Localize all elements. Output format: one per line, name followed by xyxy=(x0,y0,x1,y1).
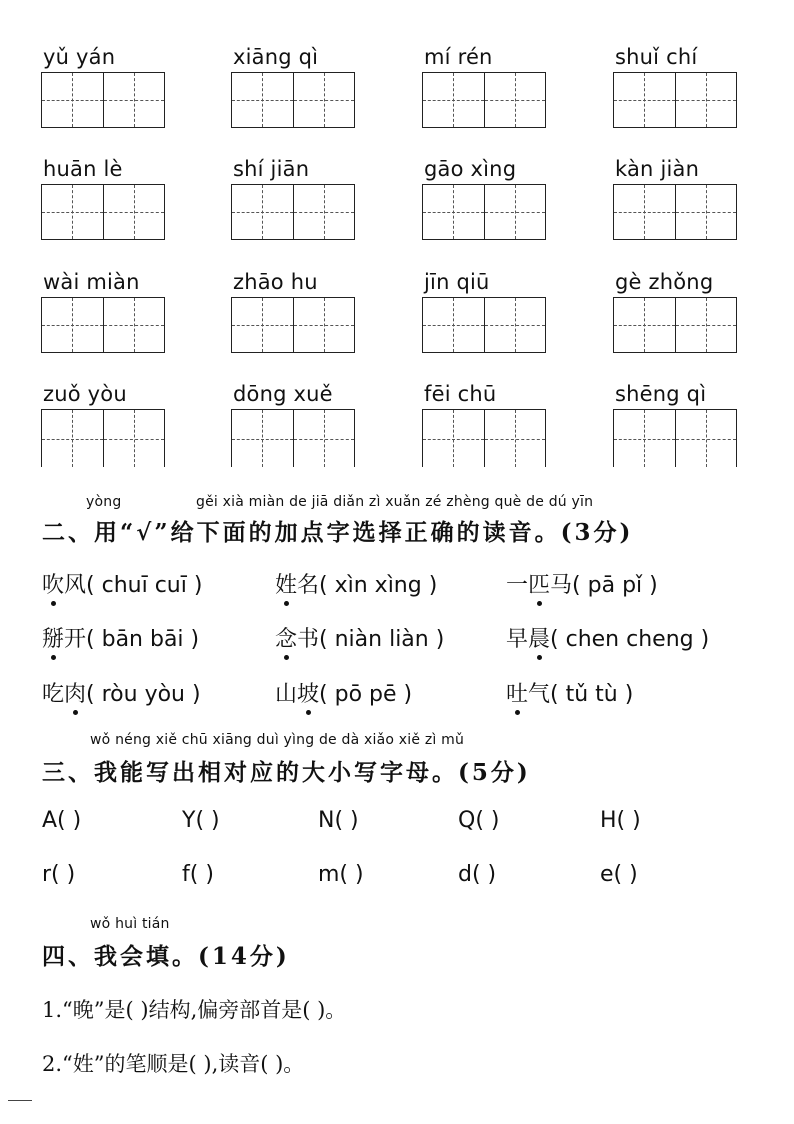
pinyin-options[interactable]: ( chen cheng ) xyxy=(550,627,710,652)
reading-choice-item[interactable] xyxy=(275,677,412,708)
writing-grid[interactable] xyxy=(41,184,165,240)
pinyin-label: zuǒ yòu xyxy=(43,382,127,406)
pinyin-label: gāo xìng xyxy=(424,157,517,181)
writing-cell[interactable] xyxy=(232,298,294,352)
section3-pinyin: wǒ néng xiě chū xiāng duì yìng de dà xiǎo xiě zì mǔ xyxy=(90,732,465,748)
upper-letter-blank[interactable]: Y( ) xyxy=(182,808,220,833)
writing-cell[interactable] xyxy=(294,185,355,239)
section4-title: 四、我会填。(14分) xyxy=(42,943,290,970)
dotted-character: 吐 xyxy=(506,682,529,707)
upper-letter-blank[interactable]: N( ) xyxy=(318,808,359,833)
reading-choice-item[interactable] xyxy=(275,622,444,653)
pinyin-label: shí jiān xyxy=(233,157,310,181)
word-character: 一 xyxy=(506,573,529,598)
writing-grid[interactable] xyxy=(41,72,165,128)
reading-choice-item[interactable] xyxy=(506,677,633,708)
writing-cell[interactable] xyxy=(294,298,355,352)
writing-cell[interactable] xyxy=(614,298,676,352)
writing-grid[interactable] xyxy=(613,72,737,128)
writing-cell[interactable] xyxy=(676,410,737,467)
section2-pinyin: gěi xià miàn de jiā diǎn zì xuǎn zé zhèng què de dú yīn xyxy=(196,494,594,510)
writing-grid[interactable] xyxy=(231,72,355,128)
dotted-character: 姓 xyxy=(275,573,298,598)
writing-cell[interactable] xyxy=(423,410,485,467)
writing-cell[interactable] xyxy=(676,298,737,352)
writing-cell[interactable] xyxy=(294,73,355,127)
writing-cell[interactable] xyxy=(104,298,165,352)
writing-cell[interactable] xyxy=(294,410,355,467)
writing-cell[interactable] xyxy=(485,298,546,352)
reading-choice-item[interactable] xyxy=(42,677,201,708)
writing-cell[interactable] xyxy=(485,410,546,467)
lower-letter-blank[interactable]: m( ) xyxy=(318,862,364,887)
writing-cell[interactable] xyxy=(232,185,294,239)
writing-cell[interactable] xyxy=(42,298,104,352)
pinyin-options[interactable]: ( tǔ tù ) xyxy=(550,682,634,707)
word-character: 书 xyxy=(297,627,320,652)
writing-grid[interactable] xyxy=(41,297,165,353)
pinyin-options[interactable]: ( pā pǐ ) xyxy=(572,573,658,598)
writing-cell[interactable] xyxy=(423,73,485,127)
pinyin-label: kàn jiàn xyxy=(615,157,700,181)
word-character: 吃 xyxy=(42,682,65,707)
dotted-character: 匹 xyxy=(528,573,551,598)
lower-letter-blank[interactable]: e( ) xyxy=(600,862,638,887)
word-character: 名 xyxy=(297,573,320,598)
writing-cell[interactable] xyxy=(676,185,737,239)
writing-cell[interactable] xyxy=(42,73,104,127)
word-character: 早 xyxy=(506,627,529,652)
fill-line-1[interactable]: 1.“晚”是( )结构,偏旁部首是( )。 xyxy=(42,998,347,1022)
writing-cell[interactable] xyxy=(104,73,165,127)
writing-cell[interactable] xyxy=(614,410,676,467)
writing-cell[interactable] xyxy=(423,298,485,352)
word-character: 气 xyxy=(528,682,551,707)
word-character: 山 xyxy=(275,682,298,707)
dotted-character: 晨 xyxy=(528,627,551,652)
writing-grid[interactable] xyxy=(613,297,737,353)
section2-pinyin-yong: yòng xyxy=(86,494,122,510)
writing-cell[interactable] xyxy=(42,410,104,467)
word-character: 开 xyxy=(64,627,87,652)
reading-choice-item[interactable] xyxy=(42,622,199,653)
writing-grid[interactable] xyxy=(422,297,546,353)
section3-title: 三、我能写出相对应的大小写字母。(5分) xyxy=(42,759,531,786)
dotted-character: 掰 xyxy=(42,627,65,652)
writing-grid[interactable] xyxy=(422,184,546,240)
fill-line-2[interactable]: 2.“姓”的笔顺是( ),读音( )。 xyxy=(42,1052,305,1076)
writing-grid[interactable] xyxy=(422,409,546,467)
pinyin-options[interactable]: ( ròu yòu ) xyxy=(86,682,201,707)
pinyin-label: fēi chū xyxy=(424,382,497,406)
writing-cell[interactable] xyxy=(485,185,546,239)
pinyin-label: shēng qì xyxy=(615,382,707,406)
writing-cell[interactable] xyxy=(614,185,676,239)
reading-choice-item[interactable] xyxy=(506,622,709,653)
lower-letter-blank[interactable]: f( ) xyxy=(182,862,214,887)
page-divider xyxy=(8,1100,32,1101)
writing-grid[interactable] xyxy=(231,184,355,240)
pinyin-label: jīn qiū xyxy=(424,270,490,294)
writing-cell[interactable] xyxy=(423,185,485,239)
upper-letter-blank[interactable]: Q( ) xyxy=(458,808,500,833)
lower-letter-blank[interactable]: r( ) xyxy=(42,862,76,887)
pinyin-label: gè zhǒng xyxy=(615,270,714,294)
dotted-character: 肉 xyxy=(64,682,87,707)
reading-choice-item[interactable] xyxy=(506,568,658,599)
pinyin-label: xiāng qì xyxy=(233,45,319,69)
pinyin-options[interactable]: ( bān bāi ) xyxy=(86,627,200,652)
writing-cell[interactable] xyxy=(104,410,165,467)
writing-grid[interactable] xyxy=(613,184,737,240)
dotted-character: 坡 xyxy=(297,682,320,707)
writing-cell[interactable] xyxy=(676,73,737,127)
pinyin-options[interactable]: ( niàn liàn ) xyxy=(319,627,445,652)
pinyin-label: wài miàn xyxy=(43,270,140,294)
word-character: 风 xyxy=(64,573,87,598)
section2-title: 二、用“√”给下面的加点字选择正确的读音。(3分) xyxy=(42,519,634,546)
section4-pinyin: wǒ huì tián xyxy=(90,916,170,932)
writing-cell[interactable] xyxy=(232,73,294,127)
writing-cell[interactable] xyxy=(232,410,294,467)
writing-cell[interactable] xyxy=(104,185,165,239)
reading-choice-item[interactable] xyxy=(42,568,202,599)
pinyin-options[interactable]: ( chuī cuī ) xyxy=(86,573,203,598)
writing-grid[interactable] xyxy=(231,409,355,467)
pinyin-label: mí rén xyxy=(424,45,493,69)
pinyin-options[interactable]: ( xìn xìng ) xyxy=(319,573,438,598)
writing-cell[interactable] xyxy=(42,185,104,239)
pinyin-label: zhāo hu xyxy=(233,270,318,294)
writing-cell[interactable] xyxy=(614,73,676,127)
lower-letter-blank[interactable]: d( ) xyxy=(458,862,497,887)
pinyin-options[interactable]: ( pō pē ) xyxy=(319,682,413,707)
pinyin-label: dōng xuě xyxy=(233,382,333,406)
writing-grid[interactable] xyxy=(41,409,165,467)
pinyin-label: huān lè xyxy=(43,157,123,181)
upper-letter-blank[interactable]: H( ) xyxy=(600,808,641,833)
upper-letter-blank[interactable]: A( ) xyxy=(42,808,82,833)
reading-choice-item[interactable] xyxy=(275,568,437,599)
dotted-character: 吹 xyxy=(42,573,65,598)
writing-grid[interactable] xyxy=(613,409,737,467)
word-character: 马 xyxy=(550,573,573,598)
dotted-character: 念 xyxy=(275,627,298,652)
pinyin-label: shuǐ chí xyxy=(615,45,698,69)
writing-grid[interactable] xyxy=(422,72,546,128)
writing-grid[interactable] xyxy=(231,297,355,353)
writing-cell[interactable] xyxy=(485,73,546,127)
pinyin-label: yǔ yán xyxy=(43,45,116,69)
